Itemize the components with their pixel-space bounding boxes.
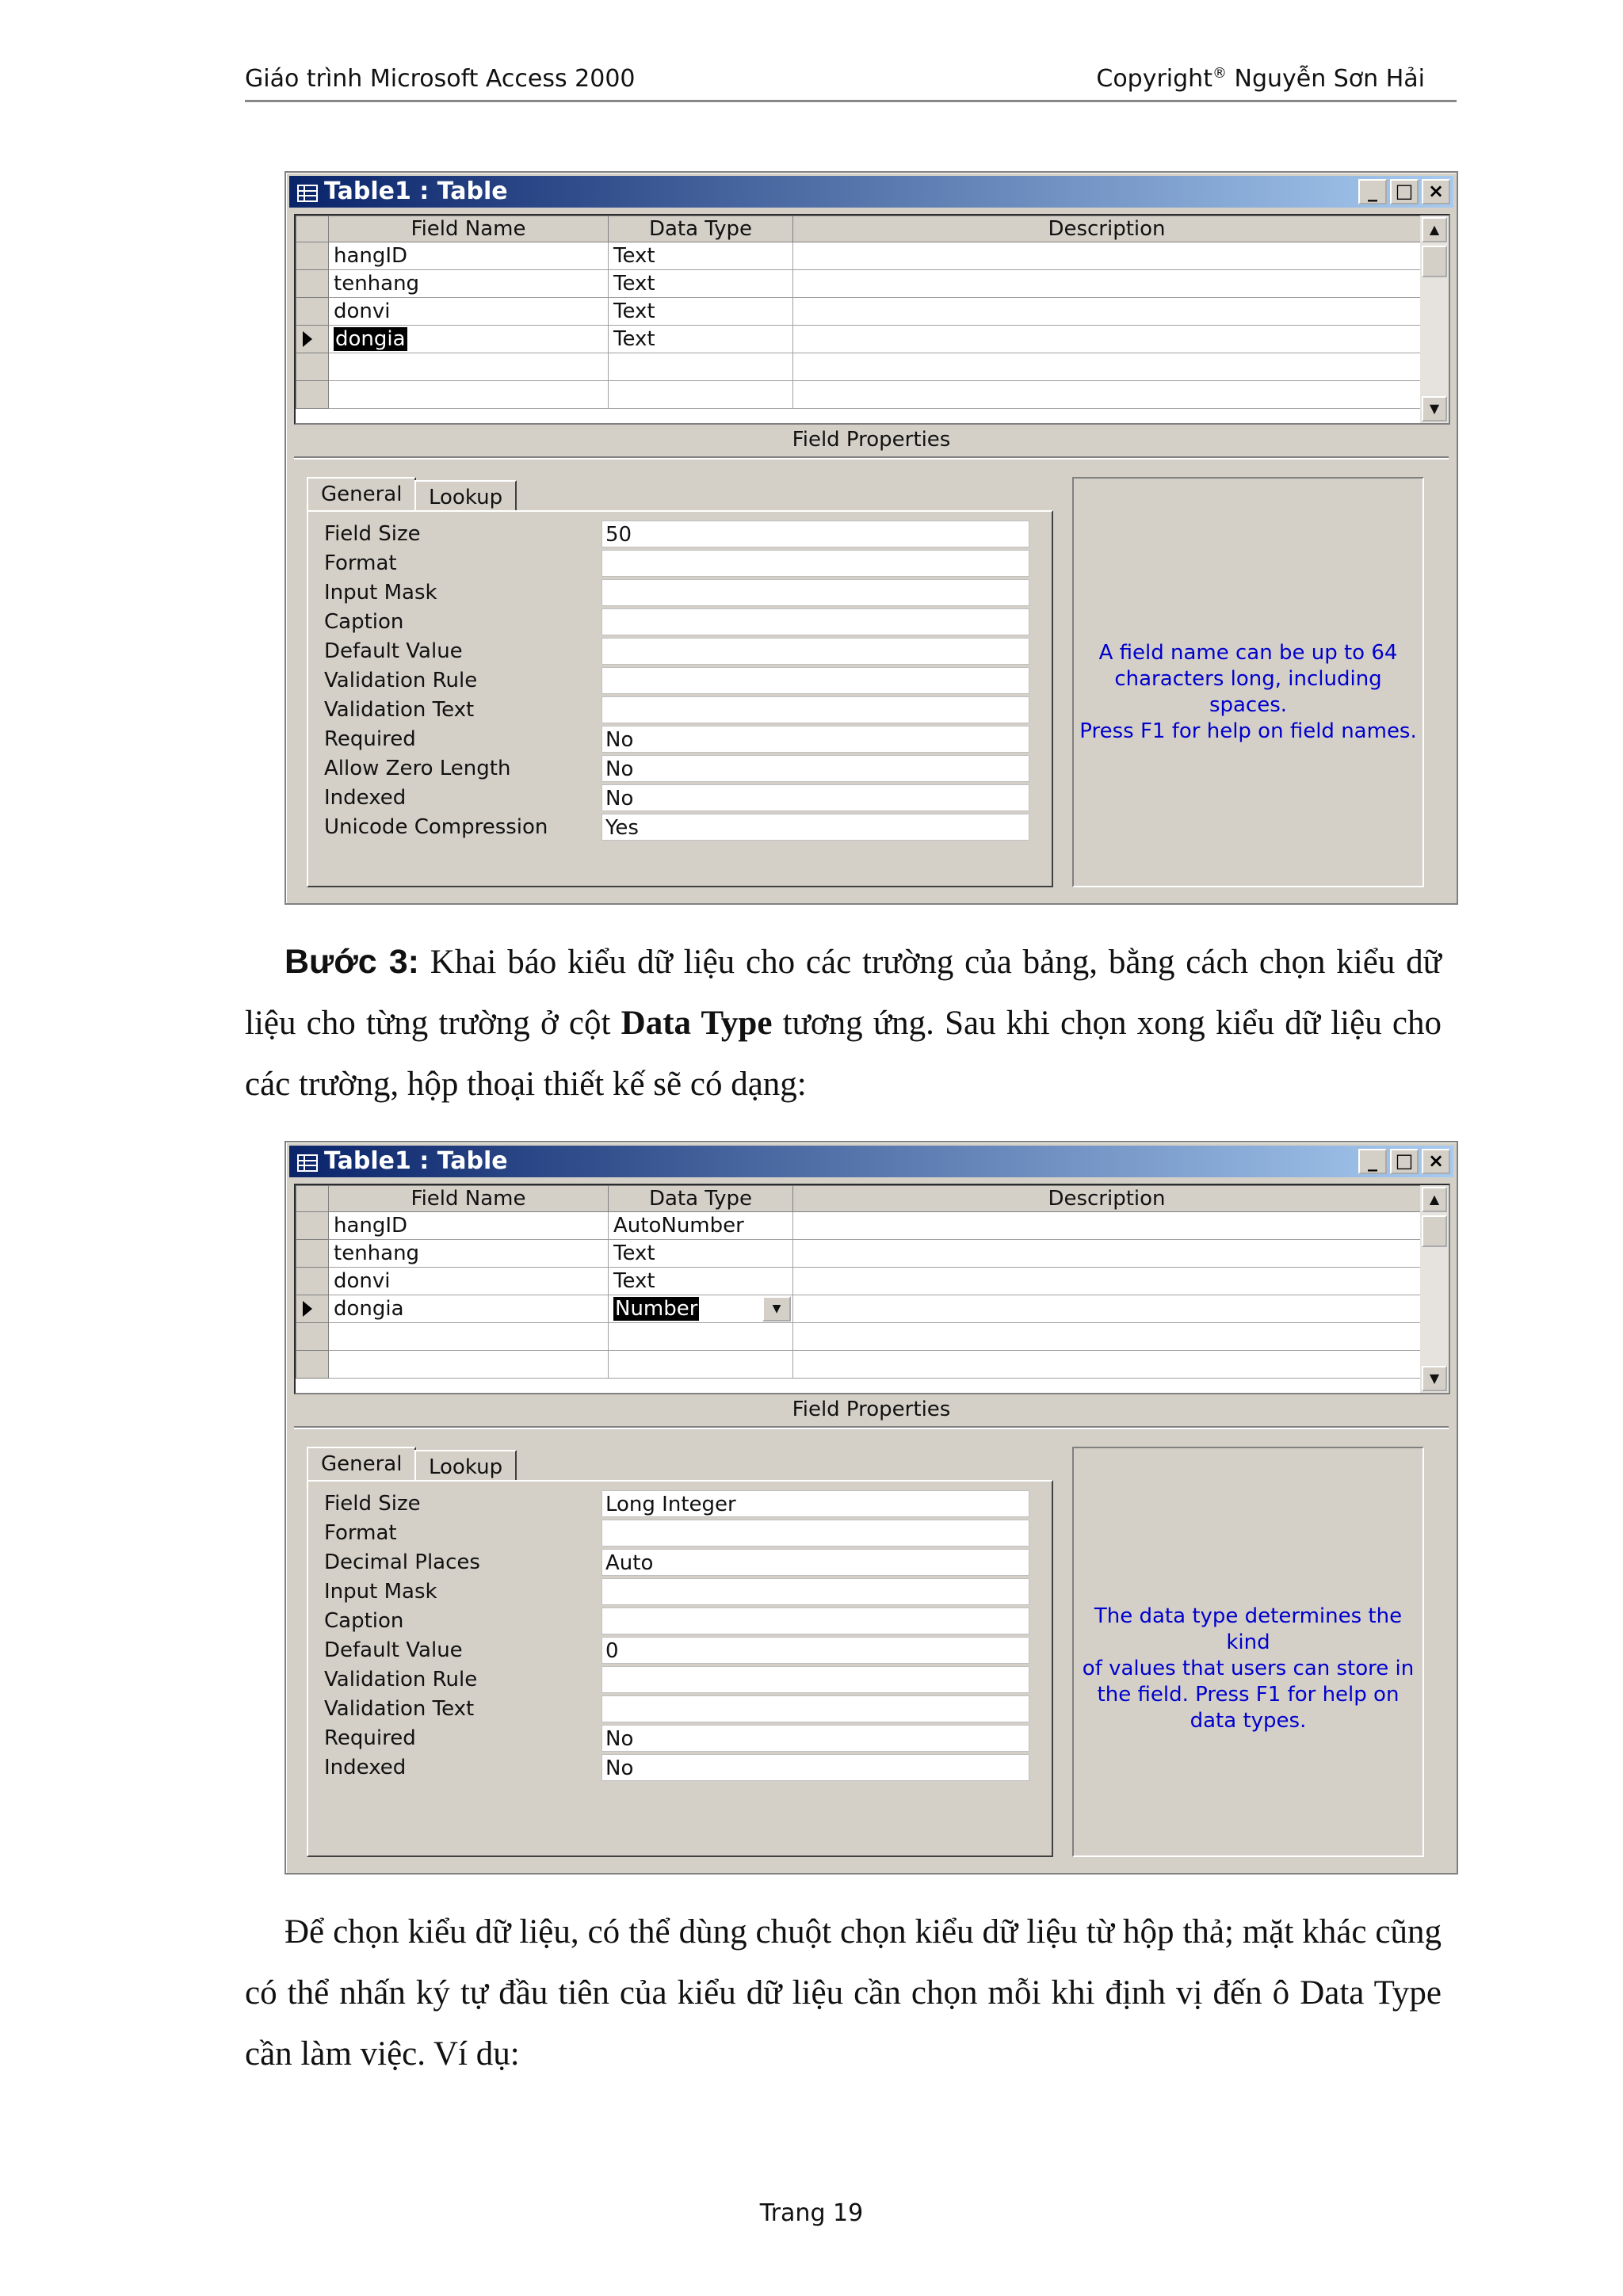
paragraph-text-b: tương ứng. Sau khi chọn xong kiểu dữ liệu cho các trường, hộp thoại thiết kế sẽ có dạng: — [245, 1005, 1442, 1103]
row-selector[interactable] — [296, 298, 329, 326]
scroll-down-icon[interactable]: ▼ — [1422, 396, 1447, 421]
row-selector-header — [296, 1186, 329, 1212]
property-label: Decimal Places — [324, 1550, 480, 1574]
description-cell[interactable] — [793, 1323, 1421, 1351]
minimize-button[interactable]: _ — [1358, 179, 1387, 204]
field-name-cell[interactable]: hangID — [329, 242, 609, 270]
property-label: Indexed — [324, 786, 407, 810]
table-row[interactable] — [296, 353, 1421, 381]
data-type-cell[interactable]: Text — [609, 298, 793, 326]
property-label: Field Size — [324, 1492, 421, 1516]
close-button[interactable]: × — [1422, 179, 1450, 204]
description-cell[interactable] — [793, 1212, 1421, 1240]
property-value-field[interactable] — [601, 550, 1029, 577]
author-name: Nguyễn Sơn Hải — [1226, 65, 1425, 93]
property-value-field[interactable]: Auto — [601, 1549, 1029, 1576]
field-name-cell[interactable] — [329, 353, 609, 381]
row-selector[interactable] — [296, 1351, 329, 1379]
table-design-window-2 — [285, 1141, 1458, 1875]
maximize-button[interactable]: □ — [1390, 1149, 1419, 1174]
help-line: the field. Press F1 for help on — [1097, 1683, 1400, 1707]
help-line: characters long, including spaces. — [1114, 667, 1382, 717]
help-line: The data type determines the kind — [1094, 1604, 1403, 1654]
selected-field-name[interactable]: dongia — [335, 327, 406, 351]
property-value-field[interactable]: Long Integer — [601, 1490, 1029, 1517]
row-selector[interactable] — [296, 270, 329, 298]
scroll-down-icon[interactable]: ▼ — [1422, 1366, 1447, 1391]
general-properties-panel — [307, 510, 1053, 887]
property-value-field[interactable] — [601, 608, 1029, 635]
close-button[interactable]: × — [1422, 1149, 1450, 1174]
property-value-field[interactable] — [601, 579, 1029, 606]
field-name-cell[interactable]: dongia — [329, 1295, 609, 1323]
property-label: Required — [324, 1726, 416, 1750]
scroll-thumb[interactable] — [1422, 246, 1447, 277]
minimize-button[interactable]: _ — [1358, 1149, 1387, 1174]
data-type-cell[interactable]: Text — [609, 326, 793, 353]
property-label: Format — [324, 551, 397, 575]
table-icon — [297, 1154, 318, 1172]
table-row[interactable] — [296, 1240, 1421, 1268]
field-grid — [294, 1184, 1450, 1394]
property-label: Validation Rule — [324, 1668, 478, 1691]
tab-general[interactable]: General — [307, 1447, 416, 1482]
property-value-field[interactable]: Yes — [601, 814, 1029, 841]
row-selector-header — [296, 216, 329, 242]
field-name-cell[interactable]: hangID — [329, 1212, 609, 1240]
current-row-arrow-icon — [303, 1301, 312, 1317]
row-selector[interactable] — [296, 1240, 329, 1268]
instruction-paragraph — [245, 1901, 1442, 2084]
general-properties-panel — [307, 1480, 1053, 1857]
dropdown-arrow-icon[interactable]: ▼ — [762, 1296, 791, 1322]
description-cell[interactable] — [793, 1351, 1421, 1379]
step-paragraph — [245, 932, 1442, 1115]
property-label: Validation Text — [324, 698, 475, 722]
help-text — [1079, 1604, 1418, 1734]
column-header-field-name[interactable]: Field Name — [329, 216, 609, 242]
property-label: Field Size — [324, 522, 421, 546]
data-type-cell[interactable] — [609, 353, 793, 381]
field-properties-label: Field Properties — [792, 1398, 951, 1421]
property-value-field[interactable] — [601, 638, 1029, 665]
property-label: Validation Text — [324, 1697, 475, 1721]
help-line: Press F1 for help on field names. — [1079, 719, 1417, 743]
data-type-cell[interactable]: AutoNumber — [609, 1212, 793, 1240]
tab-lookup[interactable]: Lookup — [414, 480, 517, 512]
field-name-cell[interactable]: tenhang — [329, 270, 609, 298]
tab-lookup[interactable]: Lookup — [414, 1450, 517, 1482]
property-value-field[interactable]: No — [601, 755, 1029, 782]
scroll-up-icon[interactable]: ▲ — [1422, 1187, 1447, 1212]
property-value-field[interactable]: No — [601, 1754, 1029, 1781]
column-header-data-type[interactable]: Data Type — [609, 1186, 793, 1212]
vertical-scrollbar[interactable] — [1420, 1185, 1449, 1393]
data-type-cell[interactable] — [609, 1351, 793, 1379]
window-titlebar[interactable] — [289, 1146, 1453, 1177]
property-value-field[interactable]: 50 — [601, 521, 1029, 547]
document-header-copyright — [1096, 65, 1425, 93]
tab-general[interactable]: General — [307, 477, 416, 512]
row-selector[interactable] — [296, 1212, 329, 1240]
property-label: Allow Zero Length — [324, 757, 511, 780]
table-row[interactable] — [296, 381, 1421, 409]
help-pane — [1072, 477, 1424, 887]
property-value-field[interactable] — [601, 1695, 1029, 1722]
current-row-arrow-icon — [303, 331, 312, 347]
description-cell[interactable] — [793, 326, 1421, 353]
table-row[interactable] — [296, 1351, 1421, 1379]
property-value-field[interactable] — [601, 1608, 1029, 1634]
window-title: Table1 : Table — [324, 177, 508, 205]
description-cell[interactable] — [793, 353, 1421, 381]
document-header-title: Giáo trình Microsoft Access 2000 — [245, 65, 636, 93]
row-selector[interactable] — [296, 381, 329, 409]
selected-data-type[interactable]: Number — [615, 1297, 698, 1321]
data-type-cell[interactable] — [609, 1323, 793, 1351]
property-label: Unicode Compression — [324, 815, 548, 839]
window-titlebar[interactable] — [289, 176, 1453, 208]
column-header-description[interactable]: Description — [793, 216, 1421, 242]
property-label: Required — [324, 727, 416, 751]
property-label: Caption — [324, 610, 404, 634]
column-header-description[interactable]: Description — [793, 1186, 1421, 1212]
property-label: Default Value — [324, 1638, 463, 1662]
row-selector[interactable] — [296, 242, 329, 270]
vertical-scrollbar[interactable] — [1420, 215, 1449, 423]
property-label: Validation Rule — [324, 669, 478, 692]
help-line: data types. — [1190, 1709, 1307, 1733]
copyright-label: Copyright — [1096, 65, 1212, 93]
data-type-cell[interactable] — [609, 381, 793, 409]
property-label: Caption — [324, 1609, 404, 1633]
table-row[interactable] — [296, 298, 1421, 326]
field-grid — [294, 214, 1450, 425]
table-design-window-1 — [285, 171, 1458, 905]
page-number: Trang 19 — [759, 2199, 864, 2227]
property-label: Indexed — [324, 1756, 407, 1779]
description-cell[interactable] — [793, 1240, 1421, 1268]
description-cell[interactable] — [793, 1268, 1421, 1295]
help-pane — [1072, 1447, 1424, 1857]
description-cell[interactable] — [793, 1295, 1421, 1323]
field-name-cell[interactable] — [329, 326, 609, 353]
table-row[interactable] — [296, 326, 1421, 353]
table-row[interactable] — [296, 1323, 1421, 1351]
window-title: Table1 : Table — [324, 1147, 508, 1175]
row-selector[interactable] — [296, 1323, 329, 1351]
property-value-field[interactable]: No — [601, 784, 1029, 811]
property-label: Default Value — [324, 639, 463, 663]
table-row[interactable] — [296, 270, 1421, 298]
field-name-cell[interactable]: donvi — [329, 298, 609, 326]
current-row-selector[interactable] — [296, 1295, 329, 1323]
field-name-cell[interactable] — [329, 1351, 609, 1379]
property-value-field[interactable] — [601, 696, 1029, 723]
maximize-button[interactable]: □ — [1390, 179, 1419, 204]
property-label: Input Mask — [324, 581, 437, 605]
field-name-cell[interactable] — [329, 1323, 609, 1351]
field-name-cell[interactable]: tenhang — [329, 1240, 609, 1268]
table-row[interactable] — [296, 1268, 1421, 1295]
help-line: A field name can be up to 64 — [1098, 641, 1398, 665]
header-rule — [245, 100, 1457, 102]
data-type-cell[interactable] — [609, 1295, 793, 1323]
field-name-cell[interactable] — [329, 381, 609, 409]
data-type-cell[interactable]: Text — [609, 1268, 793, 1295]
description-cell[interactable] — [793, 242, 1421, 270]
paragraph-text: Để chọn kiểu dữ liệu, có thể dùng chuột chọn kiểu dữ liệu từ hộp thả; mặt khác cũng có thể nhấn ký tự đầu tiên của kiểu dữ liệu cần chọn mỗi khi định vị đến ô Data Type cần làm việc. Ví dụ: — [245, 1913, 1442, 2073]
table-row[interactable] — [296, 1295, 1421, 1323]
scroll-thumb[interactable] — [1422, 1215, 1447, 1247]
field-properties-label: Field Properties — [792, 428, 951, 452]
property-value-field[interactable] — [601, 1666, 1029, 1693]
table-row[interactable] — [296, 242, 1421, 270]
paragraph-text-a: Khai báo kiểu dữ liệu cho các trường của bảng, bằng cách chọn kiểu dữ liệu cho từng trường ở cột — [245, 944, 1442, 1042]
property-value-field[interactable]: 0 — [601, 1637, 1029, 1664]
description-cell[interactable] — [793, 298, 1421, 326]
column-header-data-type[interactable]: Data Type — [609, 216, 793, 242]
scroll-up-icon[interactable]: ▲ — [1422, 217, 1447, 242]
property-value-field[interactable] — [601, 1520, 1029, 1547]
description-cell[interactable] — [793, 270, 1421, 298]
data-type-cell[interactable]: Text — [609, 1240, 793, 1268]
table-icon — [297, 185, 318, 202]
help-line: of values that users can store in — [1082, 1657, 1415, 1680]
row-selector[interactable] — [296, 1268, 329, 1295]
property-label: Input Mask — [324, 1580, 437, 1604]
step-label: Bước 3: — [285, 943, 419, 981]
field-name-cell[interactable]: donvi — [329, 1268, 609, 1295]
column-header-field-name[interactable]: Field Name — [329, 1186, 609, 1212]
data-type-cell[interactable]: Text — [609, 270, 793, 298]
help-text — [1079, 640, 1418, 745]
table-row[interactable] — [296, 1212, 1421, 1240]
data-type-emphasis: Data Type — [621, 1005, 773, 1042]
property-value-field[interactable]: No — [601, 1725, 1029, 1752]
data-type-cell[interactable]: Text — [609, 242, 793, 270]
property-value-field[interactable] — [601, 667, 1029, 694]
field-properties-divider — [294, 456, 1449, 460]
row-selector[interactable] — [296, 353, 329, 381]
property-value-field[interactable]: No — [601, 726, 1029, 753]
registered-mark: ® — [1212, 65, 1227, 82]
field-properties-divider — [294, 1426, 1449, 1429]
description-cell[interactable] — [793, 381, 1421, 409]
property-label: Format — [324, 1521, 397, 1545]
current-row-selector[interactable] — [296, 326, 329, 353]
property-value-field[interactable] — [601, 1578, 1029, 1605]
